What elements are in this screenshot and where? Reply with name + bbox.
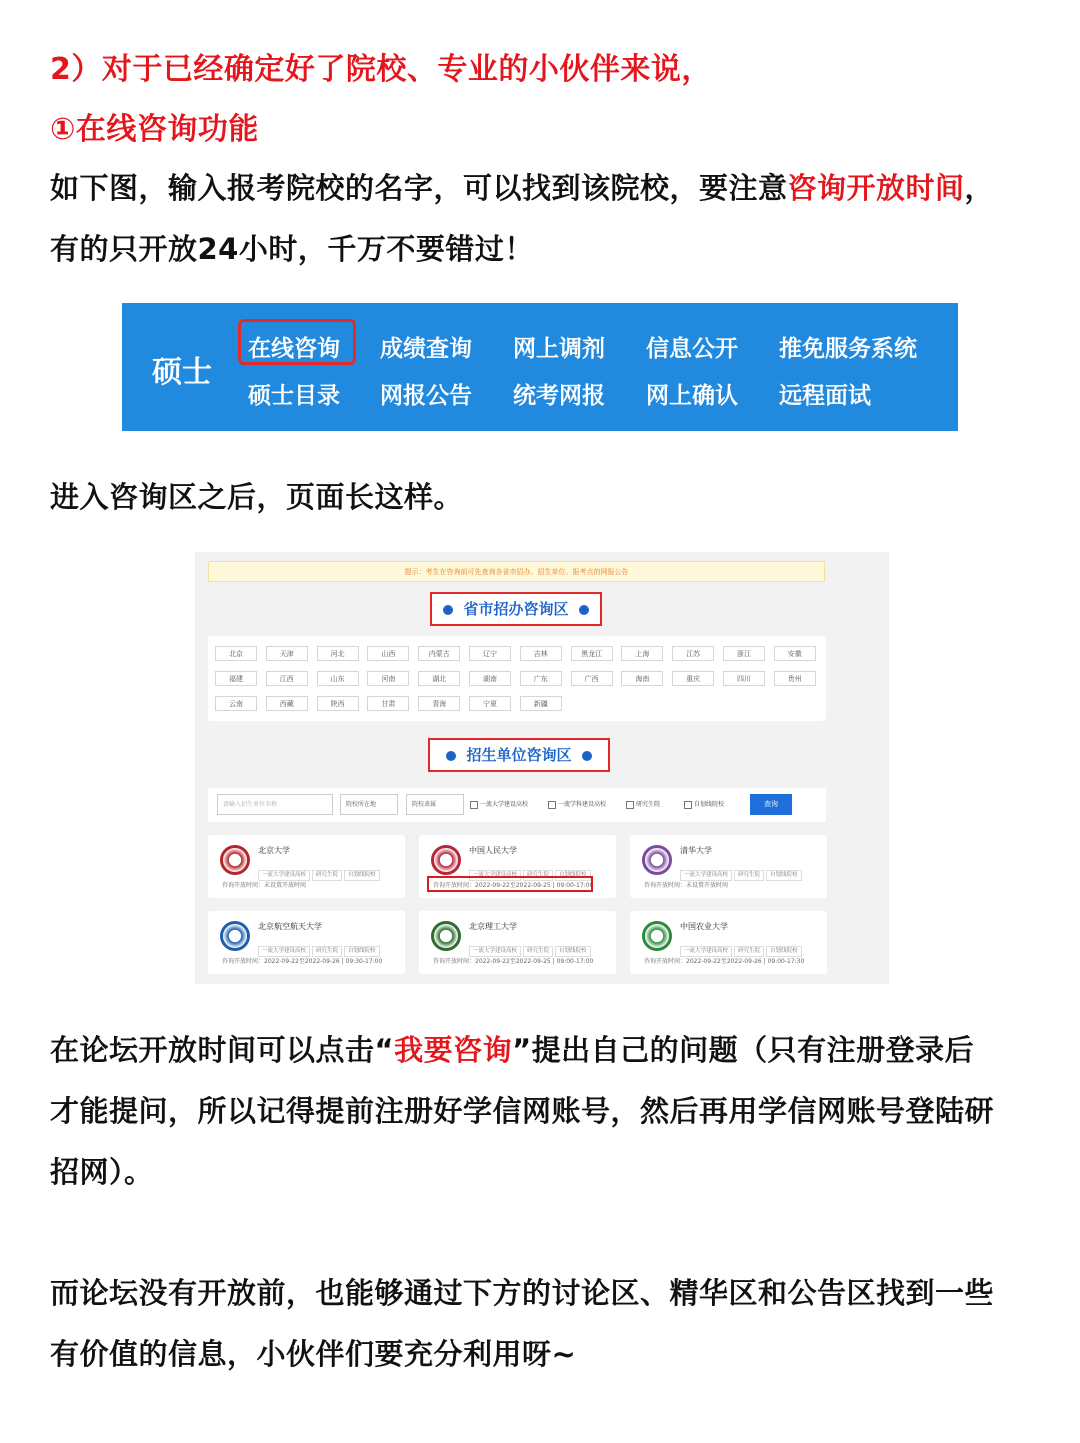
checkbox-self-line[interactable] — [684, 799, 724, 809]
section-heading: 2）对于已经确定好了院校、专业的小伙伴来说， — [50, 52, 712, 87]
consult-open-time: 咨询开放时间：2022-09-22至2022-09-26 | 09:00-17:30 — [644, 958, 805, 965]
province-button[interactable]: 青海 — [418, 696, 460, 711]
location-select[interactable]: 院校所在地 — [340, 794, 398, 815]
province-button[interactable]: 江西 — [266, 671, 308, 686]
province-button[interactable]: 上海 — [621, 646, 663, 661]
university-card[interactable] — [208, 911, 405, 974]
zone-title-text: 招生单位咨询区 — [466, 746, 572, 764]
checkbox-top-discipline[interactable] — [548, 799, 606, 809]
university-tag: 自划线院校 — [555, 870, 591, 881]
checkbox-icon — [470, 801, 478, 809]
university-tag: 自划线院校 — [344, 946, 380, 957]
university-tag: 自划线院校 — [344, 870, 380, 881]
checkbox-label: 研究生院 — [636, 801, 661, 808]
checkbox-graduate-school[interactable] — [626, 799, 660, 809]
affiliation-select[interactable]: 院校隶属 — [406, 794, 464, 815]
consult-open-time: 咨询开放时间：2022-09-22至2022-09-25 | 09:00-17:00 — [433, 882, 594, 889]
province-button[interactable]: 四川 — [723, 671, 765, 686]
province-button[interactable]: 黑龙江 — [571, 646, 613, 661]
university-tags — [258, 937, 382, 957]
province-button[interactable]: 北京 — [215, 646, 257, 661]
zone-title-institution — [428, 738, 610, 772]
banner-link-online-confirm[interactable]: 网上确认 — [646, 383, 738, 409]
chat-icon — [582, 751, 592, 761]
university-tag: 一流大学建设高校 — [258, 946, 310, 957]
province-button[interactable]: 浙江 — [723, 646, 765, 661]
province-button[interactable]: 宁夏 — [469, 696, 511, 711]
zone-title-provincial — [430, 592, 602, 626]
university-logo-icon — [431, 845, 461, 875]
university-card[interactable] — [419, 911, 616, 974]
university-name: 中国农业大学 — [680, 922, 728, 931]
consult-page-screenshot — [195, 552, 889, 984]
university-logo-icon — [220, 921, 250, 951]
university-card[interactable] — [208, 835, 405, 898]
university-tag: 研究生院 — [734, 946, 764, 957]
banner-link-adjustment[interactable]: 网上调剂 — [513, 336, 605, 362]
tip-bar: 提示：考生在咨询前可先查询各省市招办、招生单位、报考点的网报公告 — [208, 561, 825, 582]
university-tag: 一流大学建设高校 — [680, 946, 732, 957]
checkbox-icon — [548, 801, 556, 809]
zone-title-text: 省市招办咨询区 — [463, 600, 569, 618]
paragraph-3-line-2: 才能提问，所以记得提前注册好学信网账号，然后再用学信网账号登陆研 — [50, 1094, 995, 1128]
paragraph-4-line-2: 有价值的信息，小伙伴们要充分利用呀~ — [50, 1337, 577, 1371]
search-bar — [208, 788, 826, 822]
checkbox-label: 一流大学建设高校 — [480, 801, 529, 808]
university-tag: 一流大学建设高校 — [469, 946, 521, 957]
university-card[interactable] — [630, 835, 827, 898]
province-list — [208, 636, 826, 721]
university-tag: 自划线院校 — [766, 870, 802, 881]
province-button[interactable]: 福建 — [215, 671, 257, 686]
province-button[interactable]: 广东 — [520, 671, 562, 686]
province-button[interactable]: 河北 — [317, 646, 359, 661]
banner-link-info-public[interactable]: 信息公开 — [646, 336, 738, 362]
university-tag: 研究生院 — [523, 870, 553, 881]
university-tag: 自划线院校 — [766, 946, 802, 957]
province-button[interactable]: 陕西 — [317, 696, 359, 711]
province-button[interactable]: 湖南 — [469, 671, 511, 686]
province-button[interactable]: 内蒙古 — [418, 646, 460, 661]
paragraph-3-line-3: 招网）。 — [50, 1155, 154, 1189]
province-button[interactable]: 安徽 — [774, 646, 816, 661]
search-button[interactable]: 查询 — [750, 794, 792, 815]
university-tag: 研究生院 — [734, 870, 764, 881]
university-logo-icon — [431, 921, 461, 951]
province-button[interactable]: 山东 — [317, 671, 359, 686]
university-name: 北京理工大学 — [469, 922, 517, 931]
checkbox-top-university[interactable] — [470, 799, 528, 809]
university-tag: 一流大学建设高校 — [680, 870, 732, 881]
degree-label: 硕士 — [152, 355, 212, 390]
text: 如下图，输入报考院校的名字，可以找到该院校，要注意 — [50, 171, 788, 205]
university-tags — [680, 861, 804, 881]
university-name: 中国人民大学 — [469, 846, 517, 855]
institution-search-input[interactable]: 请输入招生单位名称 — [217, 794, 333, 815]
text: ， — [964, 171, 995, 205]
university-name: 北京大学 — [258, 846, 290, 855]
university-name: 北京航空航天大学 — [258, 922, 322, 931]
banner-link-remote-interview[interactable]: 远程面试 — [779, 383, 871, 409]
province-button[interactable]: 新疆 — [520, 696, 562, 711]
banner-link-score-query[interactable]: 成绩查询 — [380, 336, 472, 362]
checkbox-icon — [626, 801, 634, 809]
province-button[interactable]: 吉林 — [520, 646, 562, 661]
checkbox-label: 一流学科建设高校 — [558, 801, 607, 808]
university-tag: 研究生院 — [312, 946, 342, 957]
university-name: 清华大学 — [680, 846, 712, 855]
banner-link-exam-register[interactable]: 统考网报 — [513, 383, 605, 409]
province-button[interactable]: 西藏 — [266, 696, 308, 711]
consult-open-time: 咨询开放时间：2022-09-22至2022-09-26 | 09:30-17:00 — [222, 958, 383, 965]
province-button[interactable]: 辽宁 — [469, 646, 511, 661]
text: 在论坛开放时间可以点击“ — [50, 1033, 395, 1067]
highlight-consult: 我要咨询 — [394, 1033, 513, 1067]
chat-icon — [443, 605, 453, 615]
consult-open-time: 咨询开放时间：2022-09-22至2022-09-25 | 09:00-17:00 — [433, 958, 594, 965]
university-logo-icon — [220, 845, 250, 875]
highlight-box — [427, 876, 593, 892]
paragraph-1-line-2: 有的只开放24小时，千万不要错过！ — [50, 232, 534, 266]
text: ”提出自己的问题（只有注册登录后 — [512, 1033, 975, 1067]
university-card[interactable] — [419, 835, 616, 898]
province-button[interactable]: 甘肃 — [367, 696, 409, 711]
province-button[interactable]: 湖北 — [418, 671, 460, 686]
consult-open-time: 咨询开放时间：未设置开放时间 — [644, 882, 729, 889]
university-card[interactable] — [630, 911, 827, 974]
consult-open-time: 咨询开放时间：未设置开放时间 — [222, 882, 307, 889]
province-button[interactable]: 云南 — [215, 696, 257, 711]
province-button[interactable]: 河南 — [367, 671, 409, 686]
province-button[interactable]: 重庆 — [672, 671, 714, 686]
university-tag: 研究生院 — [312, 870, 342, 881]
banner-link-announcement[interactable]: 网报公告 — [380, 383, 472, 409]
paragraph-3-line-1 — [50, 1028, 974, 1069]
paragraph-2: 进入咨询区之后，页面长这样。 — [50, 480, 464, 514]
province-button[interactable]: 贵州 — [774, 671, 816, 686]
province-button[interactable]: 广西 — [571, 671, 613, 686]
highlight-open-time: 咨询开放时间 — [787, 171, 965, 205]
university-logo-icon — [642, 921, 672, 951]
province-button[interactable]: 海南 — [621, 671, 663, 686]
university-logo-icon — [642, 845, 672, 875]
university-tag: 一流大学建设高校 — [469, 870, 521, 881]
chat-icon — [446, 751, 456, 761]
master-degree-banner — [122, 303, 958, 431]
university-tag: 自划线院校 — [555, 946, 591, 957]
banner-link-recommend-system[interactable]: 推免服务系统 — [779, 336, 917, 362]
university-tags — [258, 861, 382, 881]
chat-icon — [579, 605, 589, 615]
checkbox-label: 自划线院校 — [694, 801, 725, 808]
university-tag: 研究生院 — [523, 946, 553, 957]
province-button[interactable]: 江苏 — [672, 646, 714, 661]
university-tags — [469, 937, 593, 957]
subsection-heading: ①在线咨询功能 — [50, 112, 259, 147]
checkbox-icon — [684, 801, 692, 809]
paragraph-4-line-1: 而论坛没有开放前，也能够通过下方的讨论区、精华区和公告区找到一些 — [50, 1276, 995, 1310]
banner-link-catalog[interactable]: 硕士目录 — [248, 383, 340, 409]
banner-link-online-consult[interactable]: 在线咨询 — [248, 336, 340, 362]
province-button[interactable]: 天津 — [266, 646, 308, 661]
university-tag: 一流大学建设高校 — [258, 870, 310, 881]
paragraph-1-line-1 — [50, 166, 994, 207]
province-button[interactable]: 山西 — [367, 646, 409, 661]
university-tags — [680, 937, 804, 957]
